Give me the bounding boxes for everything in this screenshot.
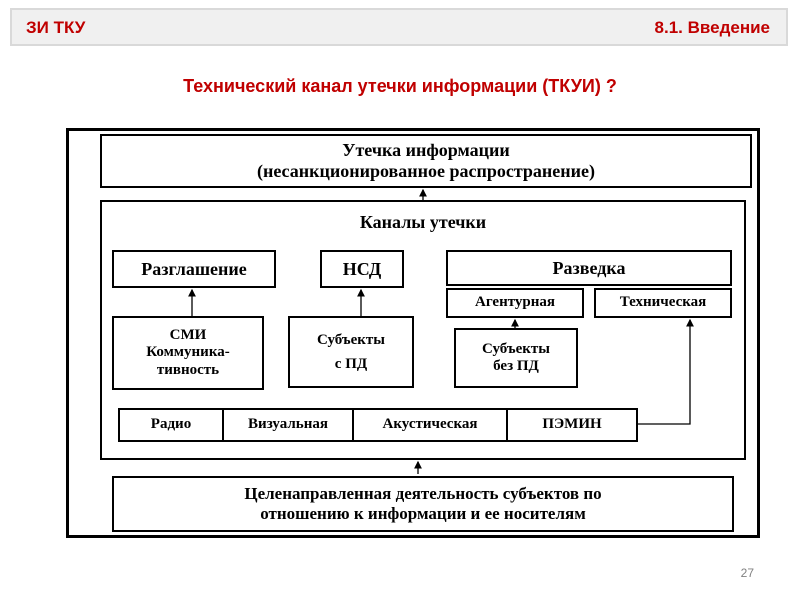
header-left-title: ЗИ ТКУ bbox=[26, 18, 86, 37]
nsd-box: НСД bbox=[320, 250, 404, 288]
channel-visual: Визуальная bbox=[224, 410, 354, 440]
subjects-no-pd-box: Субъекты без ПД bbox=[454, 328, 578, 388]
channel-radio: Радио bbox=[120, 410, 224, 440]
disclosure-box: Разглашение bbox=[112, 250, 276, 288]
activity-box: Целенаправленная деятельность субъектов по отношению к информации и ее носителям bbox=[112, 476, 734, 532]
agent-box: Агентурная bbox=[446, 288, 584, 318]
subjects-pd-box: Субъекты с ПД bbox=[288, 316, 414, 388]
channel-pemin: ПЭМИН bbox=[542, 416, 602, 433]
leak-box: Утечка информации (несанкционированное распространение) bbox=[100, 134, 752, 188]
channel-acoustic: Акустическая bbox=[354, 410, 508, 440]
page-number: 27 bbox=[740, 566, 754, 580]
header-right-title: 8.1. Введение bbox=[654, 18, 770, 37]
arrow-pemin-to-technical bbox=[638, 320, 690, 424]
channels-title: Каналы утечки bbox=[359, 212, 487, 232]
intelligence-box: Разведка bbox=[446, 250, 732, 286]
technical-box: Техническая bbox=[594, 288, 732, 318]
slide-subtitle: Технический канал утечки информации (ТКУИ) ? bbox=[183, 76, 617, 96]
media-box: СМИ Коммуника- тивность bbox=[112, 316, 264, 390]
